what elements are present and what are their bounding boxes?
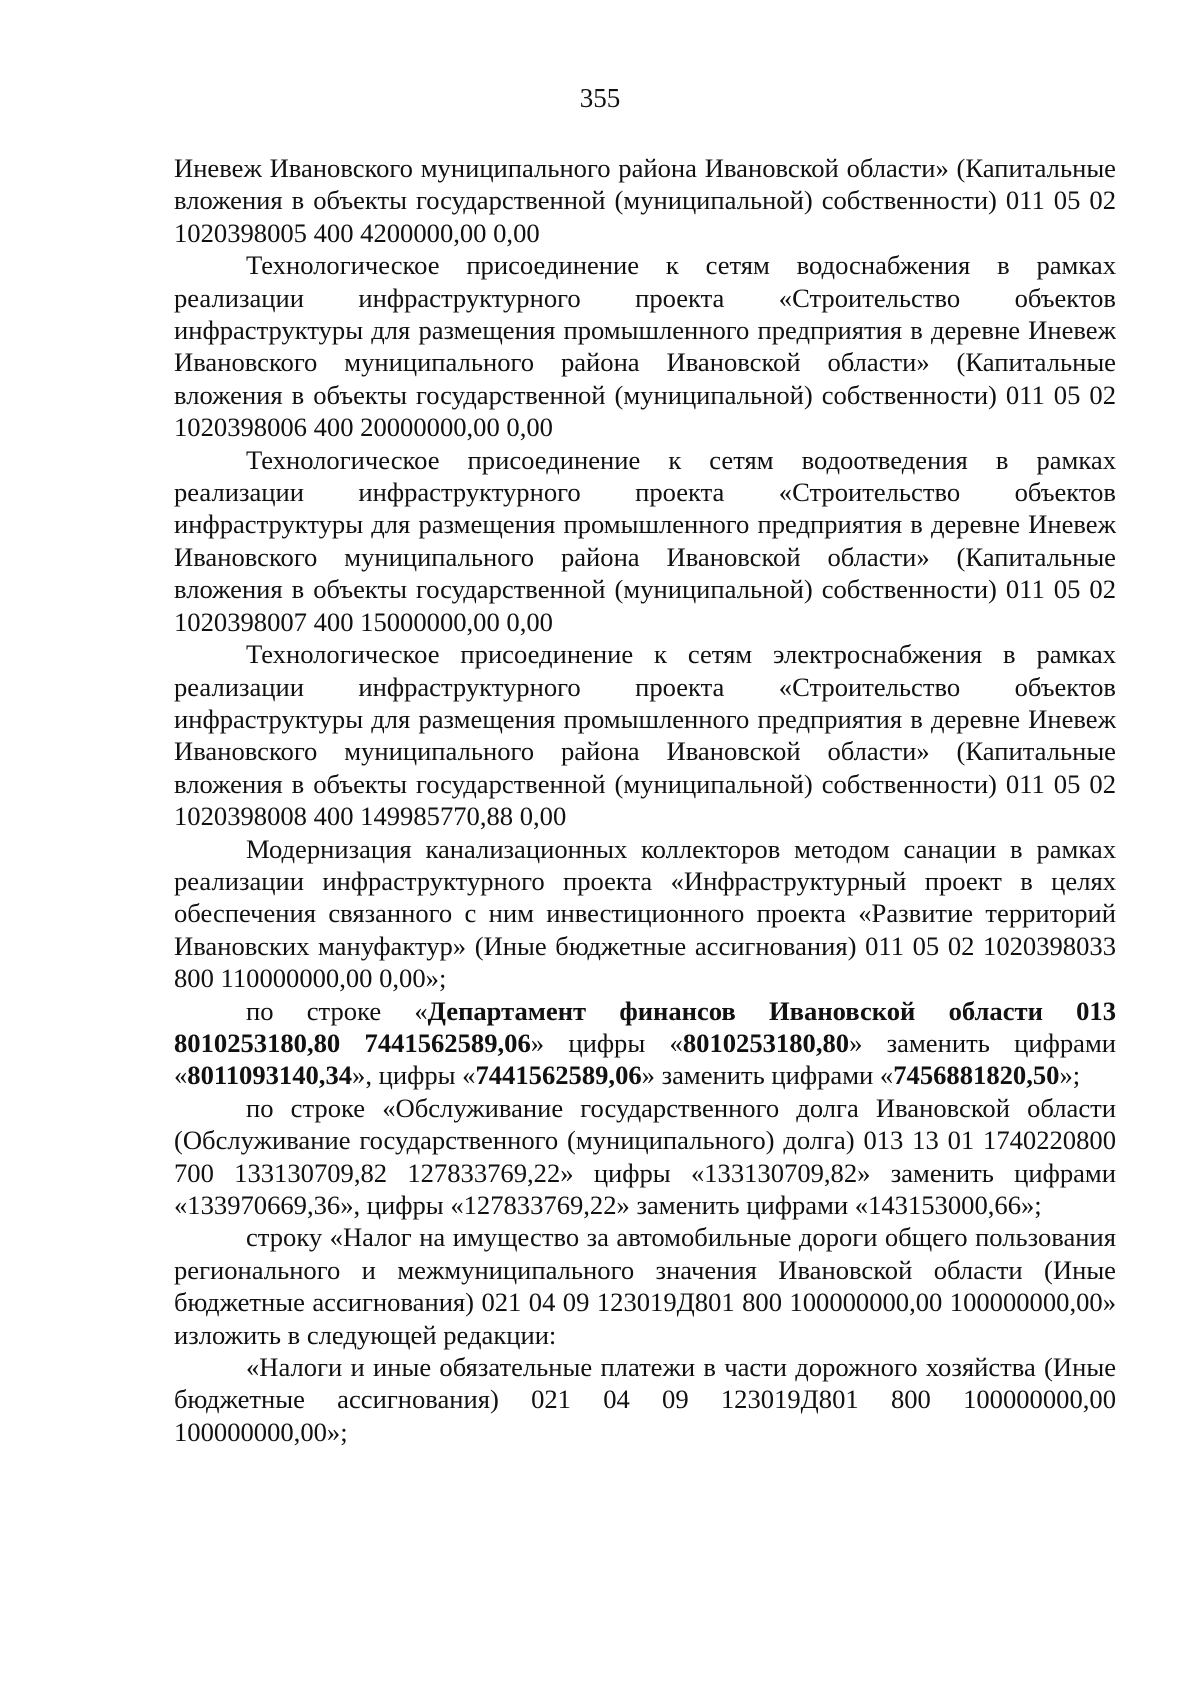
text-run: », цифры « [352, 1060, 476, 1091]
text-run: строку «Налог на имущество за автомобильные дороги общего пользования регионального и межмуниципального значения Ивановской области (Иные бюджетные ассигнования) 021 04 09 123019Д801 800 100000000,00 100000000,00» изложить в следующей редакции: [174, 1222, 1116, 1350]
text-run: по строке «Обслуживание государственного долга Ивановской области (Обслуживание государственного (муниципального) долга) 013 13 01 1740220800 700 133130709,82 127833769,22» цифры «133130709,82» заменить цифрами «133970669,36», цифры «127833769,22» заменить цифрами «143153000,66»; [174, 1092, 1116, 1220]
bold-text-run: 8010253180,80 [682, 1027, 850, 1058]
paragraph [174, 444, 1116, 638]
page-number: 355 [579, 83, 621, 113]
text-run: Иневеж Ивановского муниципального района Ивановской области» (Капитальные вложения в объекты государственной (муниципальной) собственности) 011 05 02 1020398005 400 4200000,00 0,00 [174, 153, 1116, 248]
paragraph [174, 1221, 1116, 1351]
paragraph [174, 1351, 1116, 1448]
text-run: » заменить цифрами « [174, 1027, 1116, 1091]
text-run: Технологическое присоединение к сетям водоснабжения в рамках реализации инфраструктурного проекта «Строительство объектов инфраструктуры для размещения промышленного предприятия в деревне Иневеж Ивановского муниципального района Ивановской области» (Капитальные вложения в объекты государственной (муниципальной) собственности) 011 05 02 1020398006 400 20000000,00 0,00 [174, 250, 1116, 443]
text-run: »; [1059, 1060, 1081, 1091]
text-run: » цифры « [530, 1027, 683, 1058]
paragraph [174, 249, 1116, 443]
bold-text-run: 7456881820,50 [893, 1060, 1060, 1091]
text-run: Модернизация канализационных коллекторов методом санации в рамках реализации инфраструктурного проекта «Инфраструктурный проект в целях обеспечения связанного с ним инвестиционного проекта «Развитие территорий Ивановских мануфактур» (Иные бюджетные ассигнования) 011 05 02 1020398033 800 110000000,00 0,00»; [174, 833, 1116, 994]
paragraph [174, 152, 1116, 249]
bold-text-run: 8011093140,34 [187, 1060, 353, 1091]
paragraph [174, 833, 1116, 995]
paragraph [174, 638, 1116, 832]
text-run: по строке « [246, 995, 428, 1026]
bold-text-run: 7441562589,06 [475, 1060, 642, 1091]
text-run: «Налоги и иные обязательные платежи в части дорожного хозяйства (Иные бюджетные ассигнования) 021 04 09 123019Д801 800 100000000,00 100000000,00»; [174, 1352, 1116, 1447]
paragraph [174, 1092, 1116, 1222]
text-run: Технологическое присоединение к сетям водоотведения в рамках реализации инфраструктурного проекта «Строительство объектов инфраструктуры для размещения промышленного предприятия в деревне Иневеж Ивановского муниципального района Ивановской области» (Капитальные вложения в объекты государственной (муниципальной) собственности) 011 05 02 1020398007 400 15000000,00 0,00 [174, 444, 1116, 637]
document-body [174, 152, 1116, 1448]
paragraph [174, 995, 1116, 1092]
text-run: Технологическое присоединение к сетям электроснабжения в рамках реализации инфраструктурного проекта «Строительство объектов инфраструктуры для размещения промышленного предприятия в деревне Иневеж Ивановского муниципального района Ивановской области» (Капитальные вложения в объекты государственной (муниципальной) собственности) 011 05 02 1020398008 400 149985770,88 0,00 [174, 639, 1116, 832]
text-run: » заменить цифрами « [641, 1060, 894, 1091]
bold-text-run: Департамент финансов Ивановской области 013 8010253180,80 7441562589,06 [174, 995, 1116, 1058]
